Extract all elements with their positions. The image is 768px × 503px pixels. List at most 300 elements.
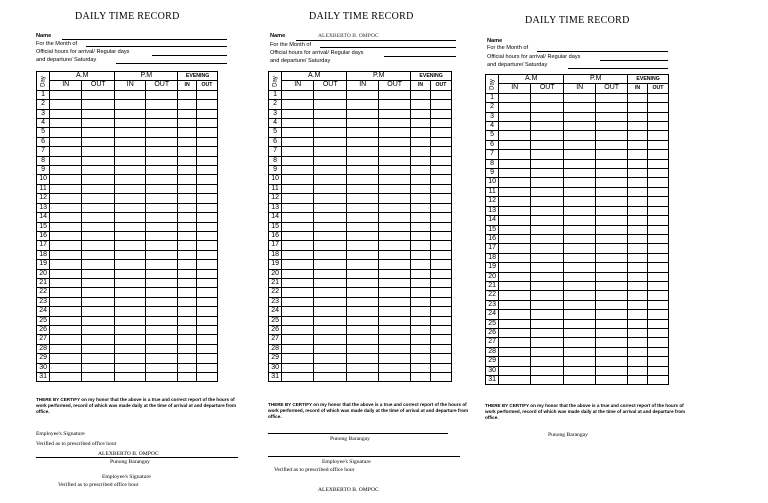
time-cell[interactable] — [531, 272, 564, 281]
time-cell[interactable] — [282, 156, 314, 165]
time-cell[interactable] — [431, 307, 452, 316]
time-cell[interactable] — [146, 156, 178, 165]
time-cell[interactable] — [411, 363, 431, 372]
time-cell[interactable] — [146, 213, 178, 222]
time-cell[interactable] — [411, 128, 431, 137]
time-cell[interactable] — [531, 234, 564, 243]
time-cell[interactable] — [178, 175, 197, 184]
time-cell[interactable] — [628, 272, 648, 281]
time-cell[interactable] — [596, 140, 628, 149]
time-cell[interactable] — [115, 109, 146, 118]
time-cell[interactable] — [628, 178, 648, 187]
time-cell[interactable] — [628, 357, 648, 366]
time-cell[interactable] — [431, 241, 452, 250]
time-cell[interactable] — [347, 316, 379, 325]
time-cell[interactable] — [82, 100, 115, 109]
time-cell[interactable] — [178, 363, 197, 372]
time-cell[interactable] — [50, 307, 82, 316]
time-cell[interactable] — [499, 328, 531, 337]
time-cell[interactable] — [314, 363, 347, 372]
time-cell[interactable] — [628, 159, 648, 168]
time-cell[interactable] — [314, 250, 347, 259]
time-cell[interactable] — [411, 109, 431, 118]
time-cell[interactable] — [431, 203, 452, 212]
time-cell[interactable] — [146, 194, 178, 203]
time-cell[interactable] — [431, 373, 452, 382]
time-cell[interactable] — [115, 147, 146, 156]
time-cell[interactable] — [564, 376, 596, 385]
time-cell[interactable] — [564, 357, 596, 366]
time-cell[interactable] — [379, 231, 411, 240]
time-cell[interactable] — [431, 137, 452, 146]
time-cell[interactable] — [178, 109, 197, 118]
time-cell[interactable] — [596, 291, 628, 300]
time-cell[interactable] — [431, 166, 452, 175]
time-cell[interactable] — [596, 159, 628, 168]
time-cell[interactable] — [431, 316, 452, 325]
time-cell[interactable] — [648, 150, 669, 159]
time-cell[interactable] — [648, 169, 669, 178]
time-cell[interactable] — [499, 225, 531, 234]
time-cell[interactable] — [347, 269, 379, 278]
time-cell[interactable] — [146, 184, 178, 193]
time-cell[interactable] — [115, 119, 146, 128]
time-cell[interactable] — [178, 156, 197, 165]
time-cell[interactable] — [146, 307, 178, 316]
time-cell[interactable] — [282, 316, 314, 325]
time-cell[interactable] — [196, 373, 217, 382]
time-cell[interactable] — [564, 225, 596, 234]
time-cell[interactable] — [347, 354, 379, 363]
time-cell[interactable] — [531, 347, 564, 356]
time-cell[interactable] — [50, 90, 82, 99]
time-cell[interactable] — [115, 222, 146, 231]
time-cell[interactable] — [314, 213, 347, 222]
time-cell[interactable] — [431, 288, 452, 297]
time-cell[interactable] — [146, 203, 178, 212]
time-cell[interactable] — [499, 319, 531, 328]
time-cell[interactable] — [628, 140, 648, 149]
time-cell[interactable] — [499, 103, 531, 112]
time-cell[interactable] — [82, 166, 115, 175]
time-cell[interactable] — [146, 297, 178, 306]
time-cell[interactable] — [196, 250, 217, 259]
time-cell[interactable] — [178, 119, 197, 128]
time-cell[interactable] — [531, 197, 564, 206]
time-cell[interactable] — [82, 363, 115, 372]
time-cell[interactable] — [648, 366, 669, 375]
time-cell[interactable] — [531, 366, 564, 375]
time-cell[interactable] — [648, 338, 669, 347]
time-cell[interactable] — [628, 347, 648, 356]
time-cell[interactable] — [531, 300, 564, 309]
time-cell[interactable] — [314, 335, 347, 344]
time-cell[interactable] — [596, 93, 628, 102]
time-cell[interactable] — [596, 319, 628, 328]
time-cell[interactable] — [282, 184, 314, 193]
time-cell[interactable] — [50, 344, 82, 353]
time-cell[interactable] — [379, 100, 411, 109]
time-cell[interactable] — [314, 109, 347, 118]
time-cell[interactable] — [379, 175, 411, 184]
time-cell[interactable] — [282, 119, 314, 128]
time-cell[interactable] — [564, 272, 596, 281]
time-cell[interactable] — [82, 250, 115, 259]
time-cell[interactable] — [564, 206, 596, 215]
time-cell[interactable] — [50, 119, 82, 128]
time-cell[interactable] — [379, 297, 411, 306]
time-cell[interactable] — [648, 112, 669, 121]
time-cell[interactable] — [411, 288, 431, 297]
time-cell[interactable] — [146, 250, 178, 259]
time-cell[interactable] — [347, 288, 379, 297]
time-cell[interactable] — [115, 203, 146, 212]
time-cell[interactable] — [146, 288, 178, 297]
time-cell[interactable] — [431, 128, 452, 137]
time-cell[interactable] — [431, 147, 452, 156]
time-cell[interactable] — [50, 203, 82, 212]
time-cell[interactable] — [564, 366, 596, 375]
time-cell[interactable] — [196, 90, 217, 99]
time-cell[interactable] — [499, 112, 531, 121]
time-cell[interactable] — [379, 307, 411, 316]
time-cell[interactable] — [146, 373, 178, 382]
time-cell[interactable] — [499, 197, 531, 206]
time-cell[interactable] — [347, 335, 379, 344]
time-cell[interactable] — [431, 109, 452, 118]
time-cell[interactable] — [82, 260, 115, 269]
time-cell[interactable] — [347, 166, 379, 175]
time-cell[interactable] — [379, 269, 411, 278]
time-cell[interactable] — [531, 150, 564, 159]
time-cell[interactable] — [196, 222, 217, 231]
time-cell[interactable] — [431, 156, 452, 165]
time-cell[interactable] — [50, 278, 82, 287]
time-cell[interactable] — [628, 197, 648, 206]
time-cell[interactable] — [379, 363, 411, 372]
time-cell[interactable] — [564, 103, 596, 112]
time-cell[interactable] — [50, 231, 82, 240]
time-cell[interactable] — [347, 307, 379, 316]
time-cell[interactable] — [379, 147, 411, 156]
time-cell[interactable] — [411, 175, 431, 184]
time-cell[interactable] — [115, 213, 146, 222]
time-cell[interactable] — [347, 344, 379, 353]
time-cell[interactable] — [178, 297, 197, 306]
time-cell[interactable] — [82, 137, 115, 146]
time-cell[interactable] — [411, 184, 431, 193]
time-cell[interactable] — [531, 338, 564, 347]
time-cell[interactable] — [596, 131, 628, 140]
time-cell[interactable] — [115, 194, 146, 203]
time-cell[interactable] — [178, 288, 197, 297]
time-cell[interactable] — [196, 278, 217, 287]
time-cell[interactable] — [50, 241, 82, 250]
time-cell[interactable] — [411, 250, 431, 259]
time-cell[interactable] — [282, 269, 314, 278]
time-cell[interactable] — [596, 216, 628, 225]
time-cell[interactable] — [411, 354, 431, 363]
time-cell[interactable] — [82, 222, 115, 231]
time-cell[interactable] — [178, 100, 197, 109]
time-cell[interactable] — [282, 373, 314, 382]
time-cell[interactable] — [50, 316, 82, 325]
time-cell[interactable] — [628, 281, 648, 290]
time-cell[interactable] — [379, 184, 411, 193]
time-cell[interactable] — [347, 100, 379, 109]
time-cell[interactable] — [531, 187, 564, 196]
time-cell[interactable] — [282, 288, 314, 297]
time-cell[interactable] — [115, 363, 146, 372]
time-cell[interactable] — [50, 250, 82, 259]
time-cell[interactable] — [411, 260, 431, 269]
time-cell[interactable] — [50, 363, 82, 372]
time-cell[interactable] — [347, 231, 379, 240]
time-cell[interactable] — [411, 213, 431, 222]
time-cell[interactable] — [499, 366, 531, 375]
time-cell[interactable] — [115, 260, 146, 269]
time-cell[interactable] — [50, 184, 82, 193]
time-cell[interactable] — [499, 244, 531, 253]
time-cell[interactable] — [564, 319, 596, 328]
time-cell[interactable] — [648, 263, 669, 272]
time-cell[interactable] — [564, 178, 596, 187]
time-cell[interactable] — [431, 354, 452, 363]
time-cell[interactable] — [648, 122, 669, 131]
time-cell[interactable] — [282, 335, 314, 344]
time-cell[interactable] — [196, 316, 217, 325]
time-cell[interactable] — [596, 272, 628, 281]
time-cell[interactable] — [115, 128, 146, 137]
time-cell[interactable] — [196, 119, 217, 128]
time-cell[interactable] — [564, 263, 596, 272]
time-cell[interactable] — [564, 216, 596, 225]
time-cell[interactable] — [379, 241, 411, 250]
time-cell[interactable] — [115, 137, 146, 146]
time-cell[interactable] — [146, 354, 178, 363]
time-cell[interactable] — [499, 131, 531, 140]
time-cell[interactable] — [82, 325, 115, 334]
time-cell[interactable] — [596, 122, 628, 131]
time-cell[interactable] — [596, 253, 628, 262]
time-cell[interactable] — [347, 147, 379, 156]
time-cell[interactable] — [347, 184, 379, 193]
time-cell[interactable] — [50, 194, 82, 203]
time-cell[interactable] — [146, 147, 178, 156]
time-cell[interactable] — [196, 137, 217, 146]
time-cell[interactable] — [411, 325, 431, 334]
time-cell[interactable] — [50, 100, 82, 109]
time-cell[interactable] — [82, 316, 115, 325]
time-cell[interactable] — [596, 187, 628, 196]
time-cell[interactable] — [314, 288, 347, 297]
time-cell[interactable] — [115, 269, 146, 278]
time-cell[interactable] — [431, 269, 452, 278]
time-cell[interactable] — [648, 328, 669, 337]
time-cell[interactable] — [564, 93, 596, 102]
time-cell[interactable] — [314, 194, 347, 203]
time-cell[interactable] — [178, 373, 197, 382]
time-cell[interactable] — [347, 250, 379, 259]
time-cell[interactable] — [314, 184, 347, 193]
time-cell[interactable] — [314, 119, 347, 128]
time-cell[interactable] — [564, 159, 596, 168]
time-cell[interactable] — [314, 100, 347, 109]
time-cell[interactable] — [431, 90, 452, 99]
time-cell[interactable] — [379, 278, 411, 287]
time-cell[interactable] — [178, 90, 197, 99]
time-cell[interactable] — [648, 310, 669, 319]
time-cell[interactable] — [146, 260, 178, 269]
time-cell[interactable] — [411, 344, 431, 353]
time-cell[interactable] — [314, 90, 347, 99]
time-cell[interactable] — [347, 109, 379, 118]
time-cell[interactable] — [196, 260, 217, 269]
time-cell[interactable] — [115, 316, 146, 325]
time-cell[interactable] — [648, 225, 669, 234]
time-cell[interactable] — [314, 278, 347, 287]
time-cell[interactable] — [596, 328, 628, 337]
time-cell[interactable] — [648, 103, 669, 112]
time-cell[interactable] — [178, 184, 197, 193]
time-cell[interactable] — [196, 363, 217, 372]
time-cell[interactable] — [282, 175, 314, 184]
time-cell[interactable] — [431, 194, 452, 203]
time-cell[interactable] — [648, 300, 669, 309]
time-cell[interactable] — [50, 109, 82, 118]
time-cell[interactable] — [82, 288, 115, 297]
time-cell[interactable] — [564, 150, 596, 159]
time-cell[interactable] — [82, 231, 115, 240]
time-cell[interactable] — [648, 206, 669, 215]
time-cell[interactable] — [282, 307, 314, 316]
time-cell[interactable] — [648, 291, 669, 300]
time-cell[interactable] — [411, 119, 431, 128]
time-cell[interactable] — [531, 263, 564, 272]
time-cell[interactable] — [596, 103, 628, 112]
time-cell[interactable] — [115, 278, 146, 287]
time-cell[interactable] — [628, 112, 648, 121]
time-cell[interactable] — [146, 316, 178, 325]
time-cell[interactable] — [564, 197, 596, 206]
time-cell[interactable] — [379, 166, 411, 175]
time-cell[interactable] — [499, 272, 531, 281]
time-cell[interactable] — [178, 137, 197, 146]
time-cell[interactable] — [531, 169, 564, 178]
time-cell[interactable] — [282, 194, 314, 203]
time-cell[interactable] — [531, 140, 564, 149]
time-cell[interactable] — [648, 178, 669, 187]
time-cell[interactable] — [115, 288, 146, 297]
time-cell[interactable] — [178, 269, 197, 278]
time-cell[interactable] — [628, 225, 648, 234]
time-cell[interactable] — [347, 373, 379, 382]
time-cell[interactable] — [50, 137, 82, 146]
time-cell[interactable] — [314, 203, 347, 212]
time-cell[interactable] — [50, 354, 82, 363]
time-cell[interactable] — [314, 260, 347, 269]
time-cell[interactable] — [282, 147, 314, 156]
time-cell[interactable] — [196, 344, 217, 353]
time-cell[interactable] — [146, 335, 178, 344]
time-cell[interactable] — [648, 159, 669, 168]
time-cell[interactable] — [596, 225, 628, 234]
time-cell[interactable] — [499, 376, 531, 385]
time-cell[interactable] — [628, 122, 648, 131]
time-cell[interactable] — [282, 100, 314, 109]
time-cell[interactable] — [115, 231, 146, 240]
time-cell[interactable] — [82, 269, 115, 278]
time-cell[interactable] — [82, 156, 115, 165]
time-cell[interactable] — [282, 213, 314, 222]
time-cell[interactable] — [347, 222, 379, 231]
time-cell[interactable] — [596, 300, 628, 309]
time-cell[interactable] — [178, 354, 197, 363]
time-cell[interactable] — [82, 175, 115, 184]
time-cell[interactable] — [347, 128, 379, 137]
time-cell[interactable] — [531, 310, 564, 319]
time-cell[interactable] — [628, 253, 648, 262]
time-cell[interactable] — [347, 325, 379, 334]
time-cell[interactable] — [347, 156, 379, 165]
time-cell[interactable] — [146, 344, 178, 353]
time-cell[interactable] — [628, 291, 648, 300]
time-cell[interactable] — [531, 253, 564, 262]
time-cell[interactable] — [411, 278, 431, 287]
time-cell[interactable] — [178, 241, 197, 250]
time-cell[interactable] — [196, 166, 217, 175]
time-cell[interactable] — [596, 197, 628, 206]
time-cell[interactable] — [564, 253, 596, 262]
time-cell[interactable] — [531, 159, 564, 168]
time-cell[interactable] — [196, 241, 217, 250]
time-cell[interactable] — [628, 103, 648, 112]
time-cell[interactable] — [648, 376, 669, 385]
time-cell[interactable] — [282, 128, 314, 137]
time-cell[interactable] — [50, 222, 82, 231]
time-cell[interactable] — [628, 206, 648, 215]
time-cell[interactable] — [499, 291, 531, 300]
time-cell[interactable] — [347, 213, 379, 222]
time-cell[interactable] — [196, 147, 217, 156]
time-cell[interactable] — [531, 328, 564, 337]
time-cell[interactable] — [178, 222, 197, 231]
time-cell[interactable] — [314, 325, 347, 334]
time-cell[interactable] — [431, 213, 452, 222]
time-cell[interactable] — [196, 109, 217, 118]
time-cell[interactable] — [648, 281, 669, 290]
time-cell[interactable] — [196, 307, 217, 316]
time-cell[interactable] — [564, 131, 596, 140]
time-cell[interactable] — [282, 231, 314, 240]
time-cell[interactable] — [196, 128, 217, 137]
time-cell[interactable] — [499, 253, 531, 262]
time-cell[interactable] — [628, 244, 648, 253]
time-cell[interactable] — [196, 297, 217, 306]
time-cell[interactable] — [379, 194, 411, 203]
time-cell[interactable] — [564, 338, 596, 347]
time-cell[interactable] — [648, 197, 669, 206]
time-cell[interactable] — [50, 288, 82, 297]
time-cell[interactable] — [379, 156, 411, 165]
time-cell[interactable] — [178, 194, 197, 203]
time-cell[interactable] — [50, 175, 82, 184]
time-cell[interactable] — [648, 347, 669, 356]
time-cell[interactable] — [499, 281, 531, 290]
time-cell[interactable] — [564, 122, 596, 131]
time-cell[interactable] — [564, 347, 596, 356]
time-cell[interactable] — [282, 344, 314, 353]
